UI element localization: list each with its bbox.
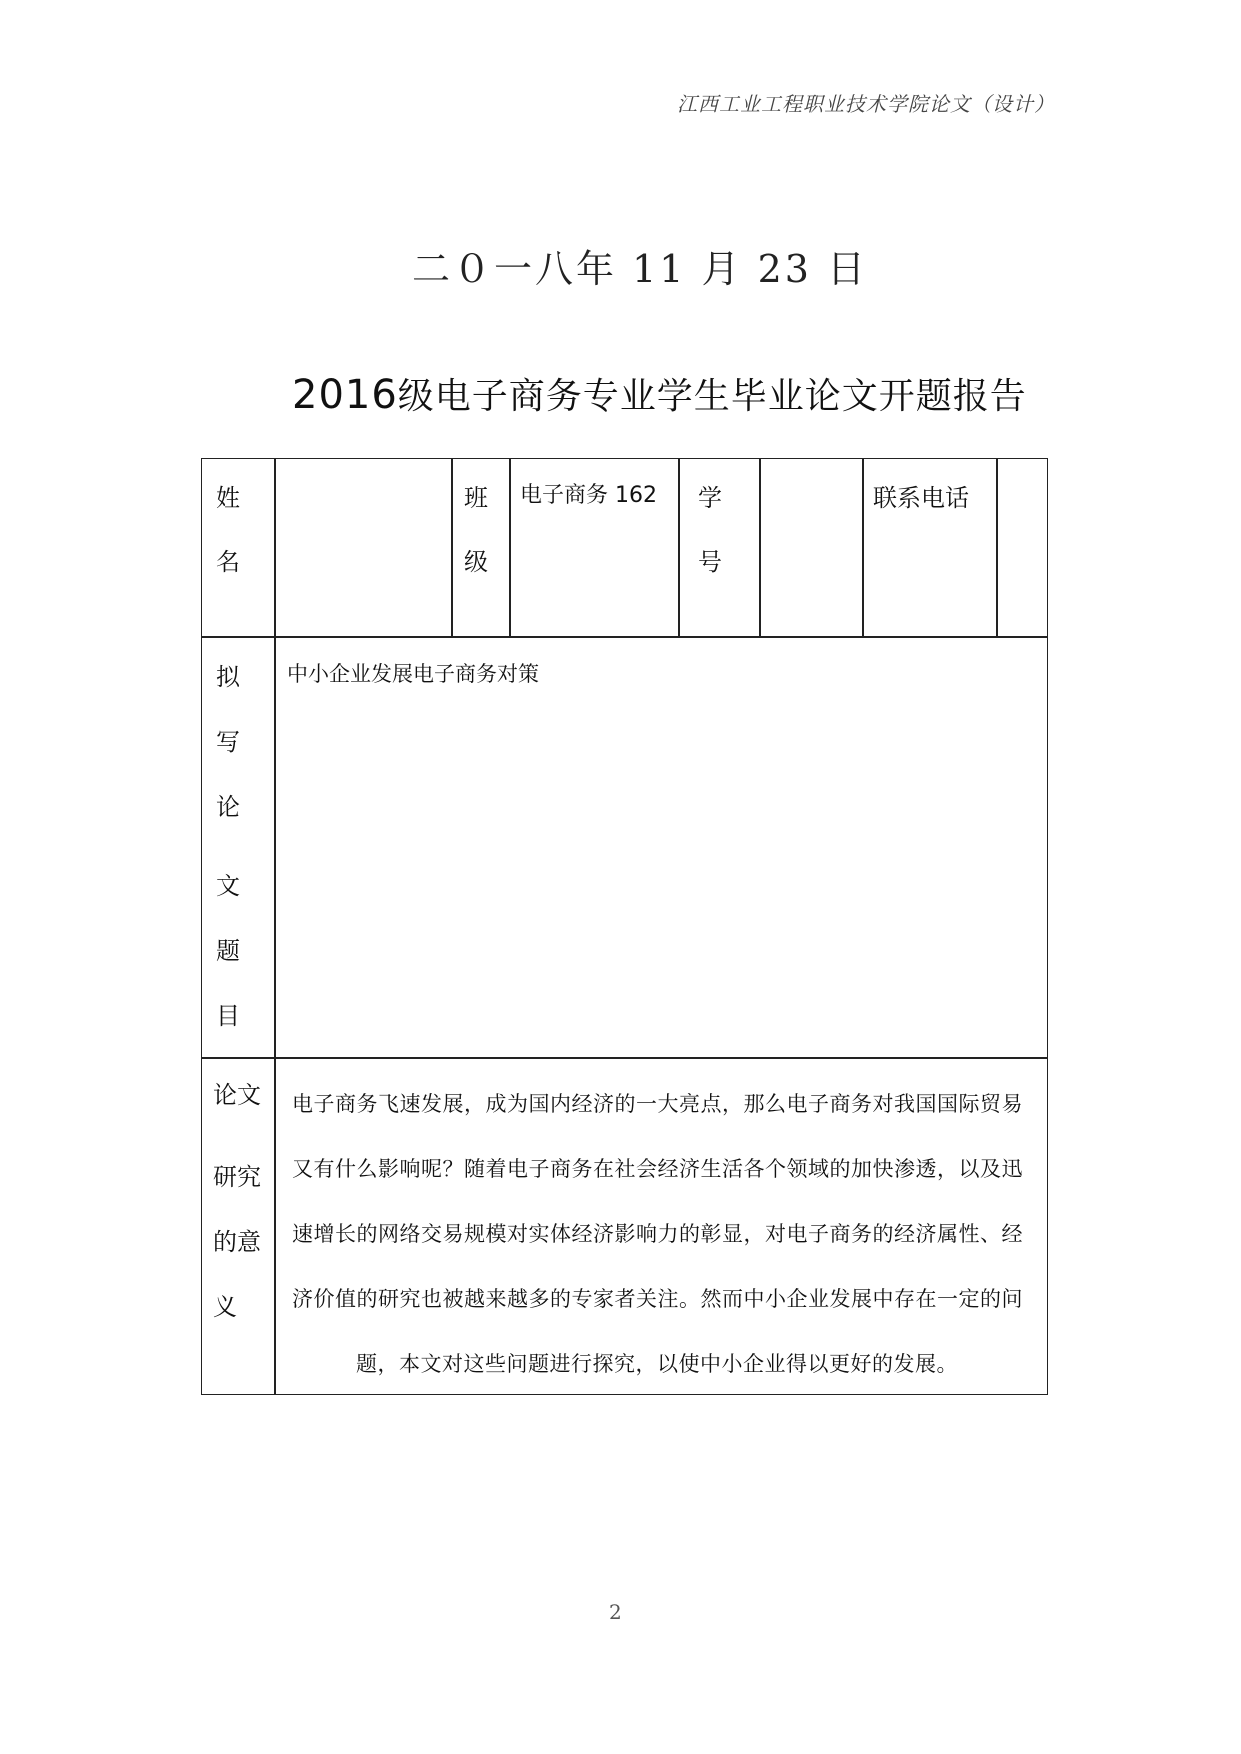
- class-value: 电子商务 162: [520, 483, 657, 508]
- paragraph-line: 济价值的研究也被越来越多的专家者关注。然而中小企业发展中存在一定的问: [292, 1287, 1023, 1311]
- table-divider: [509, 459, 511, 636]
- thesis-topic-label-1: 拟: [216, 663, 240, 691]
- significance-label-1: 论文: [213, 1081, 261, 1109]
- thesis-topic-label-3: 论: [216, 793, 240, 821]
- student-id-label-1: 学: [698, 484, 722, 512]
- table-divider: [759, 459, 761, 636]
- table-divider: [451, 459, 453, 636]
- name-label-2: 名: [216, 548, 240, 576]
- significance-label-3: 的意: [213, 1228, 261, 1256]
- document-header: 江西工业工程职业技术学院论文（设计）: [677, 92, 1055, 116]
- date-line: 二０一八年 11 月 23 日: [412, 247, 869, 291]
- thesis-topic-value: 中小企业发展电子商务对策: [287, 662, 539, 686]
- significance-paragraph: [292, 1072, 1034, 1397]
- paragraph-line: 又有什么影响呢？随着电子商务在社会经济生活各个领域的加快渗透，以及迅: [292, 1157, 1023, 1181]
- name-label-1: 姓: [216, 484, 240, 512]
- page-number: 2: [609, 1600, 622, 1624]
- report-title: [292, 368, 1027, 419]
- paragraph-line: 速增长的网络交易规模对实体经济影响力的彰显，对电子商务的经济属性、经: [292, 1222, 1023, 1246]
- thesis-topic-label-4: 文: [216, 872, 240, 900]
- table-divider: [862, 459, 864, 636]
- table-divider: [678, 459, 680, 636]
- phone-label: 联系电话: [873, 484, 969, 512]
- table-divider: [202, 1057, 1047, 1059]
- paragraph-line: 题，本文对这些问题进行探究，以使中小企业得以更好的发展。: [356, 1352, 958, 1376]
- paragraph-line: 电子商务飞速发展，成为国内经济的一大亮点，那么电子商务对我国国际贸易: [292, 1092, 1023, 1116]
- significance-label-2: 研究: [213, 1163, 261, 1191]
- report-title-text: 级电子商务专业学生毕业论文开题报告: [397, 376, 1027, 417]
- class-label-2: 级: [464, 548, 488, 576]
- table-divider: [274, 636, 276, 1394]
- report-title-year: 2016: [292, 372, 398, 418]
- class-label-1: 班: [464, 484, 488, 512]
- thesis-topic-label-2: 写: [216, 728, 240, 756]
- student-id-label-2: 号: [698, 548, 722, 576]
- table-divider: [274, 459, 276, 636]
- table-divider: [202, 636, 1047, 638]
- significance-label-4: 义: [213, 1293, 237, 1321]
- thesis-topic-label-6: 目: [216, 1002, 240, 1030]
- thesis-topic-label-5: 题: [216, 937, 240, 965]
- table-divider: [996, 459, 998, 636]
